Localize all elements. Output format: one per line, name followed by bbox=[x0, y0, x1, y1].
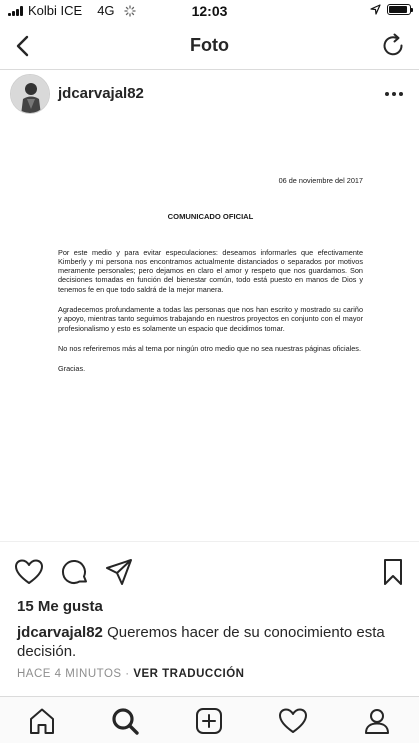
page-title: Foto bbox=[190, 35, 229, 55]
network-label: 4G bbox=[97, 3, 115, 18]
post-header bbox=[0, 72, 419, 120]
likes-count[interactable]: 15 Me gusta bbox=[17, 598, 103, 615]
caption-text: Queremos hacer de su conocimiento esta decisión. bbox=[17, 624, 385, 660]
post-time: HACE 4 MINUTOS bbox=[17, 668, 122, 680]
carrier-label: Kolbi ICE bbox=[28, 3, 83, 18]
post-username[interactable]: jdcarvajal82 bbox=[58, 85, 144, 102]
share-icon[interactable] bbox=[104, 557, 134, 587]
more-horizontal-icon[interactable] bbox=[383, 84, 405, 104]
nav-bar bbox=[0, 22, 419, 70]
post-meta bbox=[17, 668, 244, 680]
letter-title: COMUNICADO OFICIAL bbox=[167, 212, 254, 222]
letter-paragraph: Por este medio y para evitar especulaciones: deseamos informarles que efectivamente Kimberly y mi persona nos encontramos actualmente distanciados o separados por motivos meramente personales; pero dejamos en claro el amor y respeto que nos guardamos. Son decisiones tomadas en función del bienestar común, todo está puesto en manos de Dios y tenemos fe en que todo saldrá de la mejor manera. bbox=[58, 247, 363, 294]
profile-icon[interactable] bbox=[362, 706, 392, 736]
heart-icon[interactable] bbox=[14, 557, 44, 587]
caption-username[interactable]: jdcarvajal82 bbox=[17, 624, 103, 641]
letter-paragraph: No nos referiremos más al tema por ningún otro medio que no sea nuestras páginas oficiales. bbox=[58, 343, 361, 353]
battery-level bbox=[389, 6, 407, 13]
bookmark-icon[interactable] bbox=[378, 557, 408, 587]
translate-link[interactable]: VER TRADUCCIÓN bbox=[133, 668, 245, 680]
tab-bar bbox=[0, 696, 419, 743]
comment-icon[interactable] bbox=[60, 557, 90, 587]
activity-heart-icon[interactable] bbox=[278, 706, 308, 736]
location-arrow-icon bbox=[370, 4, 381, 15]
search-icon[interactable] bbox=[110, 706, 140, 736]
add-post-icon[interactable] bbox=[194, 706, 224, 736]
letter-paragraph: Agradecemos profundamente a todas las personas que nos han escrito y mostrado su cariño y apoyo, mientras tanto seguimos trabajando en nuestros proyectos en conjunto con el mayor profesionalismo y esto es solamente un espacio que decidimos tomar. bbox=[58, 305, 363, 333]
post-actions bbox=[0, 553, 419, 593]
letter-document bbox=[58, 176, 363, 385]
post-caption bbox=[17, 623, 407, 661]
letter-date: 06 de noviembre del 2017 bbox=[278, 176, 363, 185]
status-bar bbox=[0, 0, 419, 22]
avatar[interactable] bbox=[10, 74, 50, 114]
status-time: 12:03 bbox=[191, 3, 228, 19]
battery-icon bbox=[387, 4, 411, 15]
avatar-image bbox=[11, 75, 50, 114]
home-icon[interactable] bbox=[27, 706, 57, 736]
meta-separator: · bbox=[125, 668, 130, 680]
status-right bbox=[370, 4, 411, 15]
letter-closing: Gracias. bbox=[58, 364, 86, 374]
post-image[interactable] bbox=[0, 120, 419, 542]
refresh-icon[interactable] bbox=[379, 32, 407, 60]
